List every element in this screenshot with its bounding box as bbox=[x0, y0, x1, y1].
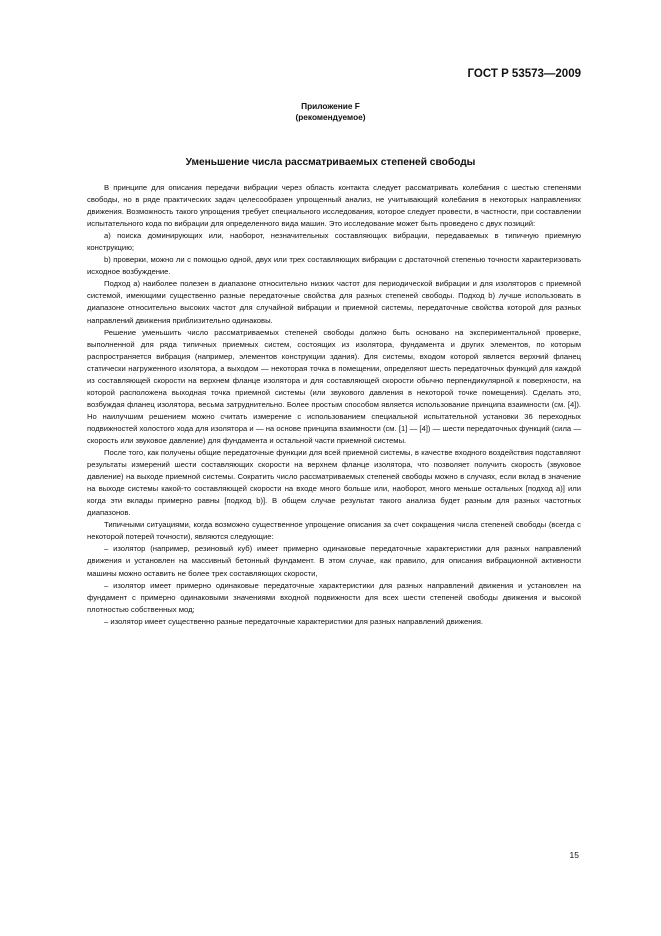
paragraph: b) проверки, можно ли с помощью одной, двух или трех составляющих вибрации с достаточной степенью точности характеризовать исходное возбуждение. bbox=[87, 255, 581, 277]
section-title: Уменьшение числа рассматриваемых степеней свободы bbox=[185, 157, 476, 168]
body-text bbox=[87, 182, 581, 628]
list-item: – изолятор имеет примерно одинаковые передаточные характеристики для разных направлений движения и установлен на фундамент с примерно одинаковыми значениями входной подвижности для всех шести степеней свободы движения и высокой плотностью собственных мод; bbox=[87, 580, 581, 614]
annex-label: Приложение F bbox=[301, 101, 360, 111]
paragraph: Типичными ситуациями, когда возможно существенное упрощение описания за счет сокращения числа степеней свободы (всегда с некоторой потерей точности), являются следующие: bbox=[87, 520, 581, 542]
standard-designation: ГОСТ Р 53573—2009 bbox=[467, 68, 581, 80]
annex-heading bbox=[0, 101, 661, 123]
annex-status: (рекомендуемое) bbox=[295, 112, 366, 122]
paragraph: a) поиска доминирующих или, наоборот, незначительных составляющих вибрации, передаваемых в типичную приемную конструкцию; bbox=[87, 231, 581, 253]
paragraph: После того, как получены общие передаточные функции для всей приемной системы, в качестве входного воздействия подставляют результаты измерений шести составляющих скорости на верхнем фланце изолятора, что позволяет получить скорость (звуковое давление) на выходе приемной системы. Сократить число рассматриваемых степеней свободы можно в случаях, если вклад в значение на выходе системы какой-то составляющей скорости на входе много больше или, наоборот, много меньше остальных [подход а)] или когда эти вклады примерно равны [подход b)]. В общем случае результат такого анализа будет разным для разных частотных диапазонов. bbox=[87, 448, 581, 518]
paragraph: В принципе для описания передачи вибрации через область контакта следует рассматривать колебания с шестью степенями свободы, но в ряде практических задач целесообразен упрощенный анализ, не учитывающий колебания в некоторых направлениях движения. Возможность такого упрощения требует специального исследования, которое следует провести, в частности, при составлении испытательного кода по вибрации для определенного вида машин. Это исследование может быть проведено с двух позиций: bbox=[87, 183, 581, 229]
paragraph: Решение уменьшить число рассматриваемых степеней свободы должно быть основано на экспериментальной проверке, выполненной для ряда типичных приемных систем, состоящих из изолятора, фундамента и других элементов, по которым распространяется вибрация (например, элементов конструкции здания). Для системы, входом которой является верхний фланец статически нагруженного изолятора, а выходом — некоторая точка в помещении, определяют шесть передаточных функций для каждой из составляющей скорости на верхнем фланце изолятора и для составляющей скорости обычно перпендикулярной к поверхности, на которой расположена выходная точка приемной системы (или звукового давления в некоторой точке помещения). Сделать это, возбуждая фланец изолятора, весьма затруднительно. Более простым способом является использование принципа взаимности (см. [4]). Но наилучшим решением можно считать измерение с использованием специальной испытательной установки 36 переходных подвижностей холостого хода для изолятора и — на основе принципа взаимности (см. [1] — [4]) — шести передаточных функций (сила — скорость или звуковое давление) для фундамента и остальной части приемной системы. bbox=[87, 327, 581, 445]
page-number: 15 bbox=[569, 850, 579, 860]
list-item: – изолятор имеет существенно разные передаточные характеристики для разных направлений движения. bbox=[104, 616, 484, 626]
list-item: – изолятор (например, резиновый куб) имеет примерно одинаковые передаточные характеристики для разных направлений движения и установлен на массивный бетонный фундамент. В этом случае, как правило, для описания вибрационной активности машины можно оставить не более трех составляющих скорости, bbox=[87, 544, 581, 578]
paragraph: Подход а) наиболее полезен в диапазоне относительно низких частот для периодической вибрации и для изоляторов с приемной системой, имеющими существенно разные передаточные свойства для разных степеней свободы. Подход b) лучше использовать в диапазоне относительно высоких частот для случайной вибрации и приемной системы, передаточные свойства которой для разных направлений движения приблизительно одинаковы. bbox=[87, 279, 581, 325]
